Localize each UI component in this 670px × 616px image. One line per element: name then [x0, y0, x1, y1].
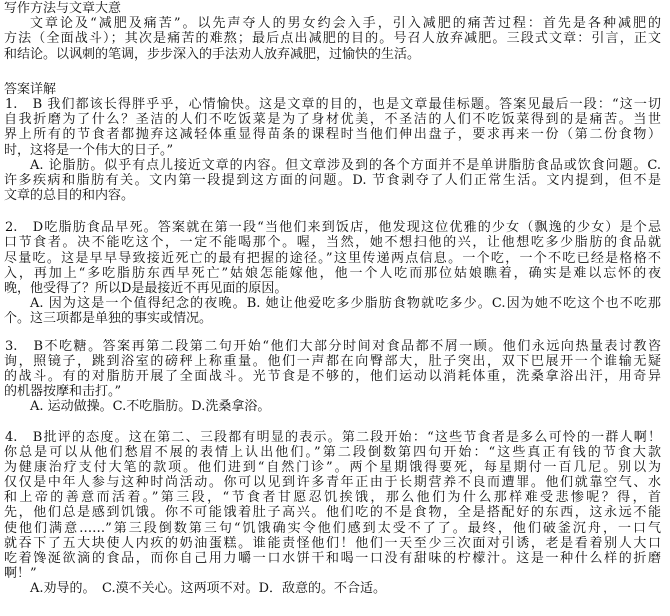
- answer-line: 仅仅是中年人参与这种时尚活动。你可以见到许多青年正由于长期营养不良而遭罪。他们就靠空气、水: [4, 475, 661, 491]
- answer-line: 3. B不吃糖。答案再第二段第二句开始“他们大部分时间对食品都不屑一顾。他们永远向热量表讨教咨: [5, 338, 661, 354]
- section-heading-summary: 写作方法与文章大意: [4, 1, 122, 16]
- option-line: 许多疾病和脂肪有关。文内第一段提到这方面的问题。D. 节食剥夺了人们正常生活。文内提到，但不是: [4, 172, 661, 188]
- answer-line: 4. B批评的态度。这在第二、三段都有明显的表示。第二段开始：“这些节食者是多么可怜的一群人啊！: [5, 429, 661, 445]
- answer-line: 询，照镜子，跳到浴室的磅秤上称重量。他们一声都在向臀部大，肚子突出，双下巴展开一个谁输无疑: [4, 353, 661, 369]
- option-line: A.劝导的。 C.漠不关心。这两项不对。D．敌意的。不合适。: [30, 581, 387, 597]
- answer-line: 为健康治疗支付大笔的款项。他们进到“自然门诊”。两个星期饿得要死，每星期付一百几尼。别以为: [4, 459, 661, 475]
- summary-line: 和结论。以讽刺的笔调，步步深入的手法劝人放弃减肥，过愉快的生活。: [4, 46, 421, 62]
- summary-line: 文章论及“减肥及痛苦”。以先声夺人的男女约会入手，引入减肥的痛苦过程：首先是各种减肥的: [30, 16, 661, 32]
- answer-line: 入，再加上“多吃脂肪东西早死亡”姑娘怎能嫁他，他一个人吃而那位姑娘瞧着，确实是难以忘怀的夜: [4, 265, 661, 281]
- answer-line: 吃着馋涎欲滴的食品，而你自己用力嚼一口水饼干和喝一口没有甜味的柠檬汁。这是一种什么样的折磨: [4, 551, 661, 566]
- summary-section: [4, 1, 661, 62]
- section-heading-answers: 答案详解: [4, 81, 57, 97]
- answer-line: 2. D吃脂肪食品早死。答案就在第一段“当他们来到饭店，他发现这位优雅的少女（飘逸的少女）是个忌: [5, 220, 661, 236]
- answer-item: [4, 339, 661, 415]
- answer-line: 时，这将是一个伟大的日子。”: [4, 142, 174, 158]
- answer-line: 就吞下了五大块使人内疚的奶油蛋糕。谁能责怪他们！他们一天至少三次面对引诱，老是看着别人大口: [4, 535, 661, 551]
- answer-line: 自我折磨为了什么？圣洁的人们不吃饭菜是为了身材优美，不圣洁的人们不吃饭菜得到的是痛苦。当世: [4, 112, 661, 128]
- option-line: 文章的总目的和内容。: [4, 188, 135, 204]
- answer-line: 1. B 我们都该长得胖乎乎，心情愉快。这是文章的目的，也是文章最佳标题。答案见最后一段：“这一切: [5, 96, 661, 112]
- option-line: A. 论脂肪。似乎有点儿接近文章的内容。但文章涉及到的各个方面并不是单讲脂肪食品或饮食问题。C.: [30, 157, 661, 173]
- summary-line: 方法（全面战斗）；其次是痛苦的难熬；最后点出减肥的目的。号召人放弃减肥。三段式文章：引言，正文: [4, 31, 661, 47]
- answer-line: 的机器按摩和击打。”: [4, 384, 122, 400]
- option-line: A. 因为这是一个值得纪念的夜晚。B. 她让他爱吃多少脂肪食物就吃多少。C.因为她不吃这个也不吃那: [30, 296, 661, 312]
- answer-line: 的战斗。有的对脂肪开展了全面战斗。光节食是不够的，他们运动以消耗体重，洗桑拿浴出汗，用奇异: [4, 368, 661, 384]
- answer-line: 口节食者。决不能吃这个，一定不能喝那个。喔，当然，她不想扫他的兴，让他想吃多少脂肪的食品就: [4, 235, 661, 251]
- answer-line: 先，他们总是感到饥饿。你不可能饿着肚子高兴。他们吃的不是食物，全是搭配好的东西，这永远不能: [4, 505, 661, 521]
- answer-item: [4, 220, 661, 326]
- answer-line: 使他们满意……”第三段倒数第三句“饥饿确实令他们感到太受不了了。最终，他们破釜沉舟，一口气: [4, 520, 661, 536]
- answer-line: 啊！”: [4, 566, 37, 582]
- answer-line: 晚，他受得了？所以D是最接近不再见面的原因。: [4, 281, 288, 296]
- answer-line: 和上帝的善意而活着。”第三段，“节食者甘愿忍饥挨饿，那么他们为什么那样难受悲惨呢？得，首: [4, 490, 661, 506]
- answer-line: 界上所有的节食者都抛弃这减轻体重显得苗条的课程时当他们伸出盘子，要求再来一份（第二份食物）: [4, 127, 661, 143]
- answer-line: 尽量吃。这是早早导致接近死亡的最有把握的途径。”这里传递两点信息。一个吃，一个不吃已经是格格不: [4, 250, 661, 266]
- option-line: 个。这三项都是单独的事实或情况。: [4, 311, 213, 327]
- answer-item: [4, 97, 661, 203]
- answer-item: [4, 430, 661, 597]
- option-line: A. 运动做操。C.不吃脂肪。D.洗桑拿浴。: [30, 399, 271, 415]
- answer-line: 你总是可以从他们愁眉不展的表情上认出他们。”第二段倒数第四句开始：“这些真正有钱的节食大款: [4, 444, 661, 460]
